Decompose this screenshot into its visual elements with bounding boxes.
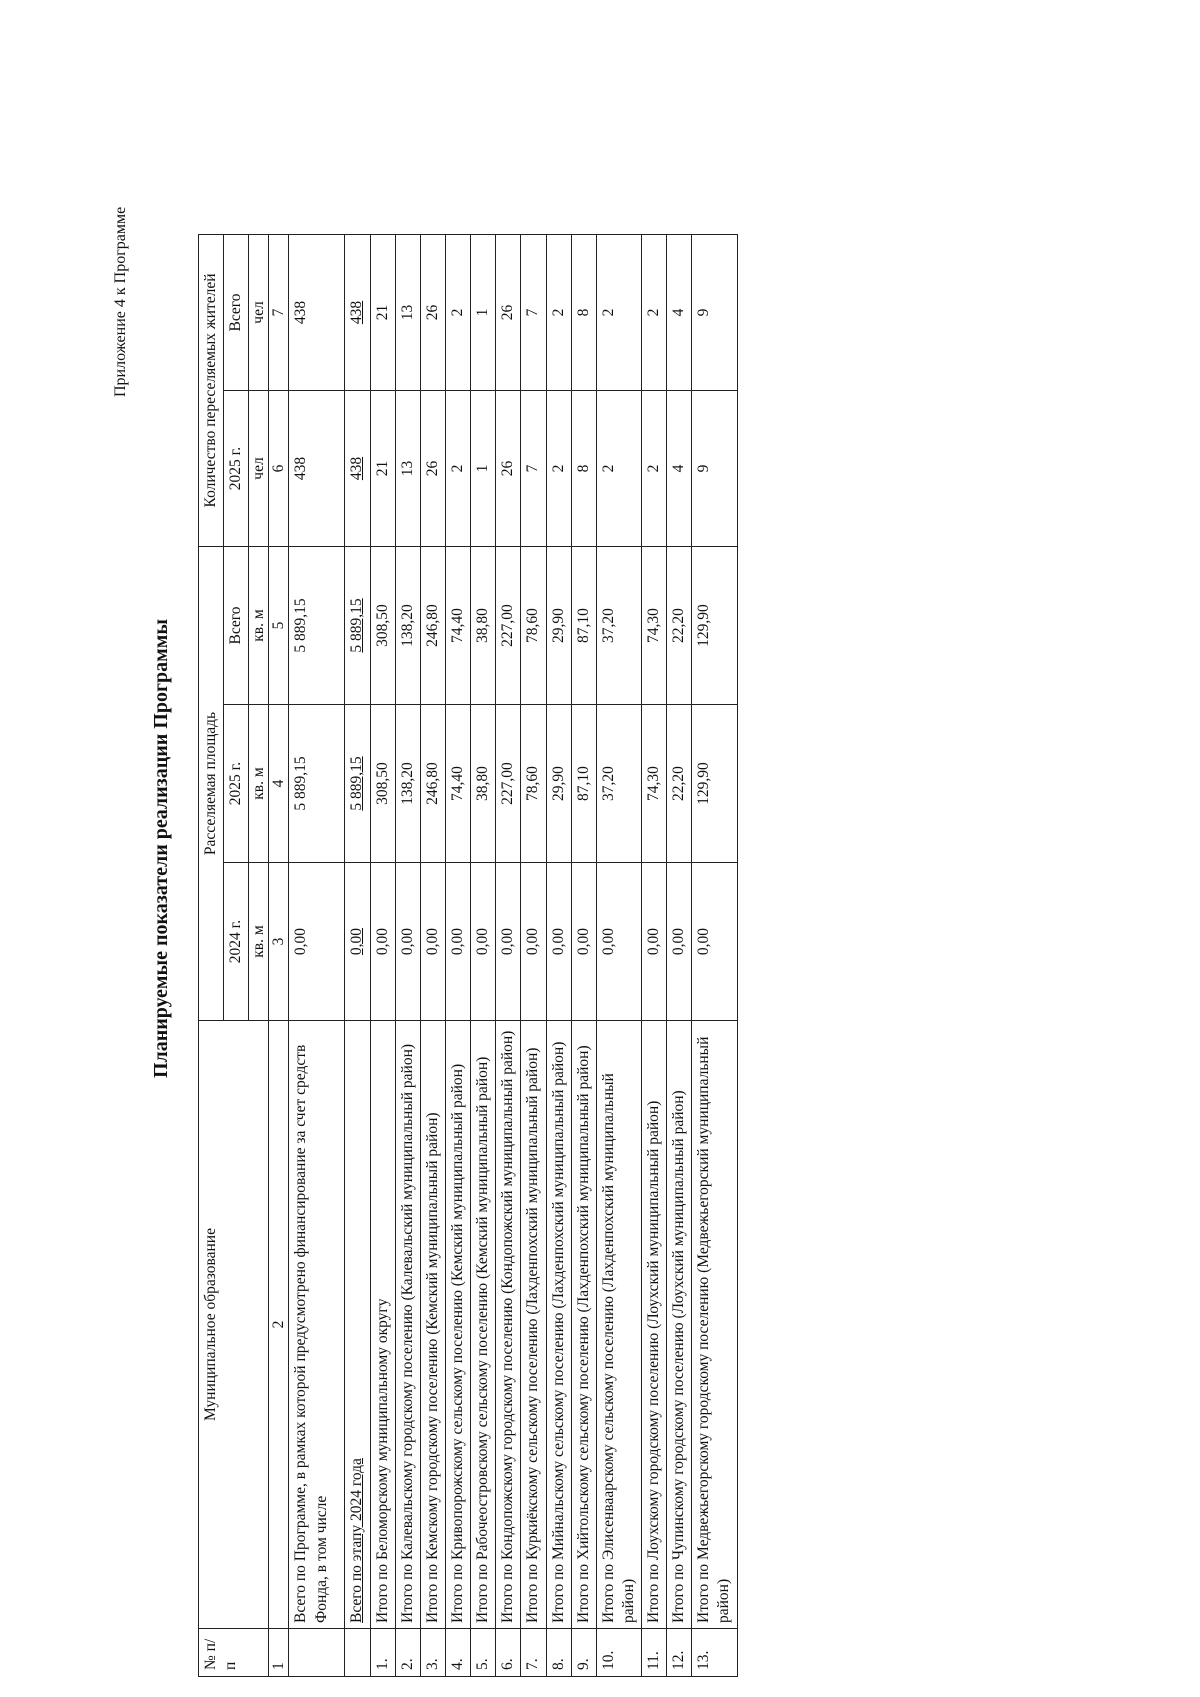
summary-people-2025: 438	[289, 391, 345, 547]
row-no: 7.	[521, 1629, 546, 1677]
row-people-total: 9	[692, 235, 737, 391]
row-area-2025: 129,90	[692, 705, 737, 863]
summary-people-total: 438	[289, 235, 345, 391]
row-people-total: 8	[571, 235, 596, 391]
row-area-2024: 0,00	[395, 863, 420, 1021]
summary-name: Всего по Программе, в рамках которой предусмотрено финансирование за счет средств Фонда, в том числе	[289, 1021, 345, 1629]
row-area-total: 138,20	[395, 547, 420, 705]
stage-people-2025: 438	[345, 391, 370, 547]
row-area-2025: 78,60	[521, 705, 546, 863]
row-no: 1.	[370, 1629, 395, 1677]
appendix-label: Приложение 4 к Программе	[112, 206, 129, 397]
row-area-total: 38,80	[471, 547, 496, 705]
row-people-2025: 2	[596, 391, 641, 547]
row-people-total: 21	[370, 235, 395, 391]
row-area-total: 87,10	[571, 547, 596, 705]
row-area-total: 37,20	[596, 547, 641, 705]
row-name: Итого по Калевальскому городскому поселению (Калевальский муниципальный район)	[395, 1021, 420, 1629]
row-area-2025: 74,40	[445, 705, 470, 863]
column-number-row	[269, 235, 289, 1677]
summary-no	[289, 1629, 345, 1677]
row-people-total: 2	[596, 235, 641, 391]
row-name: Итого по Кемскому городскому поселению (Кемский муниципальный район)	[420, 1021, 445, 1629]
row-area-total: 22,20	[667, 547, 692, 705]
colnum-5: 5	[269, 547, 289, 705]
table-row	[471, 235, 496, 1677]
row-area-total: 308,50	[370, 547, 395, 705]
table-row	[521, 235, 546, 1677]
table-row	[420, 235, 445, 1677]
row-no: 9.	[571, 1629, 596, 1677]
header-area-2025: 2025 г.	[224, 705, 249, 863]
unit-people-total: чел	[249, 235, 269, 391]
header-row-1	[199, 235, 224, 1677]
row-area-2025: 308,50	[370, 705, 395, 863]
summary-area-2024: 0,00	[289, 863, 345, 1021]
row-people-2025: 2	[642, 391, 667, 547]
row-area-total: 29,90	[546, 547, 571, 705]
row-people-2025: 2	[546, 391, 571, 547]
row-people-total: 26	[496, 235, 521, 391]
row-area-2025: 22,20	[667, 705, 692, 863]
row-area-total: 74,40	[445, 547, 470, 705]
row-people-total: 2	[546, 235, 571, 391]
row-name: Итого по Элисенваарскому сельскому поселению (Лахденпохский муниципальный район)	[596, 1021, 641, 1629]
table-row	[692, 235, 737, 1677]
row-people-total: 2	[642, 235, 667, 391]
row-people-2025: 26	[420, 391, 445, 547]
row-name: Итого по Чупинскому городскому поселению (Лоухский муниципальный район)	[667, 1021, 692, 1629]
unit-people-2025: чел	[249, 391, 269, 547]
row-people-total: 26	[420, 235, 445, 391]
row-area-2024: 0,00	[521, 863, 546, 1021]
row-area-2024: 0,00	[471, 863, 496, 1021]
stage-row	[345, 235, 370, 1677]
row-name: Итого по Лоухскому городскому поселению (Лоухский муниципальный район)	[642, 1021, 667, 1629]
table-row	[642, 235, 667, 1677]
row-no: 10.	[596, 1629, 641, 1677]
table-row	[596, 235, 641, 1677]
summary-row	[289, 235, 345, 1677]
row-people-2025: 26	[496, 391, 521, 547]
row-area-2024: 0,00	[420, 863, 445, 1021]
unit-area-2025: кв. м	[249, 705, 269, 863]
row-name: Итого по Хийтольскому сельскому поселению (Лахденпохский муниципальный район)	[571, 1021, 596, 1629]
colnum-6: 6	[269, 391, 289, 547]
row-area-2025: 246,80	[420, 705, 445, 863]
table-row	[370, 235, 395, 1677]
row-area-2024: 0,00	[667, 863, 692, 1021]
row-no: 4.	[445, 1629, 470, 1677]
stage-name: Всего по этапу 2024 года	[345, 1021, 370, 1629]
header-residents-total: Всего	[224, 235, 249, 391]
row-people-2025: 13	[395, 391, 420, 547]
header-residents-2025: 2025 г.	[224, 391, 249, 547]
stage-people-total: 438	[345, 235, 370, 391]
header-no: № п/п	[199, 1629, 269, 1677]
row-people-2025: 1	[471, 391, 496, 547]
page-title: Планируемые показатели реализации Программы	[150, 618, 172, 1079]
row-name: Итого по Кондопожскому городскому поселению (Кондопожский муниципальный район)	[496, 1021, 521, 1629]
row-no: 8.	[546, 1629, 571, 1677]
row-area-2024: 0,00	[642, 863, 667, 1021]
row-people-total: 4	[667, 235, 692, 391]
row-area-2025: 74,30	[642, 705, 667, 863]
row-area-2024: 0,00	[692, 863, 737, 1021]
colnum-4: 4	[269, 705, 289, 863]
row-people-total: 7	[521, 235, 546, 391]
colnum-7: 7	[269, 235, 289, 391]
row-people-total: 13	[395, 235, 420, 391]
row-area-2024: 0,00	[571, 863, 596, 1021]
row-area-total: 227,00	[496, 547, 521, 705]
row-no: 3.	[420, 1629, 445, 1677]
row-area-2024: 0,00	[596, 863, 641, 1021]
row-area-total: 78,60	[521, 547, 546, 705]
unit-area-total: кв. м	[249, 547, 269, 705]
row-no: 13.	[692, 1629, 737, 1677]
row-name: Итого по Куркиёкскому сельскому поселению (Лахденпохский муниципальный район)	[521, 1021, 546, 1629]
row-name: Итого по Кривопорожскому сельскому поселению (Кемский муниципальный район)	[445, 1021, 470, 1629]
row-people-total: 1	[471, 235, 496, 391]
row-people-2025: 4	[667, 391, 692, 547]
row-name: Итого по Беломорскому муниципальному округу	[370, 1021, 395, 1629]
colnum-3: 3	[269, 863, 289, 1021]
summary-area-total: 5 889,15	[289, 547, 345, 705]
header-area: Расселяемая площадь	[199, 547, 224, 1021]
row-name: Итого по Мийнальскому сельскому поселению (Лахденпохский муниципальный район)	[546, 1021, 571, 1629]
row-area-2025: 29,90	[546, 705, 571, 863]
row-area-total: 74,30	[642, 547, 667, 705]
row-area-total: 246,80	[420, 547, 445, 705]
table-row	[546, 235, 571, 1677]
row-people-2025: 21	[370, 391, 395, 547]
table-row	[445, 235, 470, 1677]
row-no: 12.	[667, 1629, 692, 1677]
row-area-2025: 37,20	[596, 705, 641, 863]
row-name: Итого по Медвежьегорскому городскому поселению (Медвежьегорский муниципальный район)	[692, 1021, 737, 1629]
colnum-1: 1	[269, 1629, 289, 1677]
row-name: Итого по Рабочеостровскому сельскому поселению (Кемский муниципальный район)	[471, 1021, 496, 1629]
row-people-2025: 2	[445, 391, 470, 547]
header-residents: Количество переселяемых жителей	[199, 235, 224, 547]
unit-area-2024: кв. м	[249, 863, 269, 1021]
row-area-2024: 0,00	[370, 863, 395, 1021]
table-row	[667, 235, 692, 1677]
stage-no	[345, 1629, 370, 1677]
header-area-total: Всего	[224, 547, 249, 705]
header-area-2024: 2024 г.	[224, 863, 249, 1021]
row-no: 6.	[496, 1629, 521, 1677]
header-municipality: Муниципальное образование	[199, 1021, 269, 1629]
row-area-2025: 87,10	[571, 705, 596, 863]
colnum-2: 2	[269, 1021, 289, 1629]
row-no: 11.	[642, 1629, 667, 1677]
row-area-2024: 0,00	[445, 863, 470, 1021]
row-area-2025: 227,00	[496, 705, 521, 863]
row-area-total: 129,90	[692, 547, 737, 705]
row-area-2025: 138,20	[395, 705, 420, 863]
table-row	[571, 235, 596, 1677]
row-no: 2.	[395, 1629, 420, 1677]
row-people-2025: 8	[571, 391, 596, 547]
row-people-total: 2	[445, 235, 470, 391]
row-no: 5.	[471, 1629, 496, 1677]
stage-area-2024: 0,00	[345, 863, 370, 1021]
row-area-2024: 0,00	[546, 863, 571, 1021]
indicators-table	[198, 234, 738, 1677]
row-area-2025: 38,80	[471, 705, 496, 863]
stage-area-total: 5 889,15	[345, 547, 370, 705]
row-area-2024: 0,00	[496, 863, 521, 1021]
stage-area-2025: 5 889,15	[345, 705, 370, 863]
summary-area-2025: 5 889,15	[289, 705, 345, 863]
table-row	[395, 235, 420, 1677]
row-people-2025: 9	[692, 391, 737, 547]
row-people-2025: 7	[521, 391, 546, 547]
table-row	[496, 235, 521, 1677]
